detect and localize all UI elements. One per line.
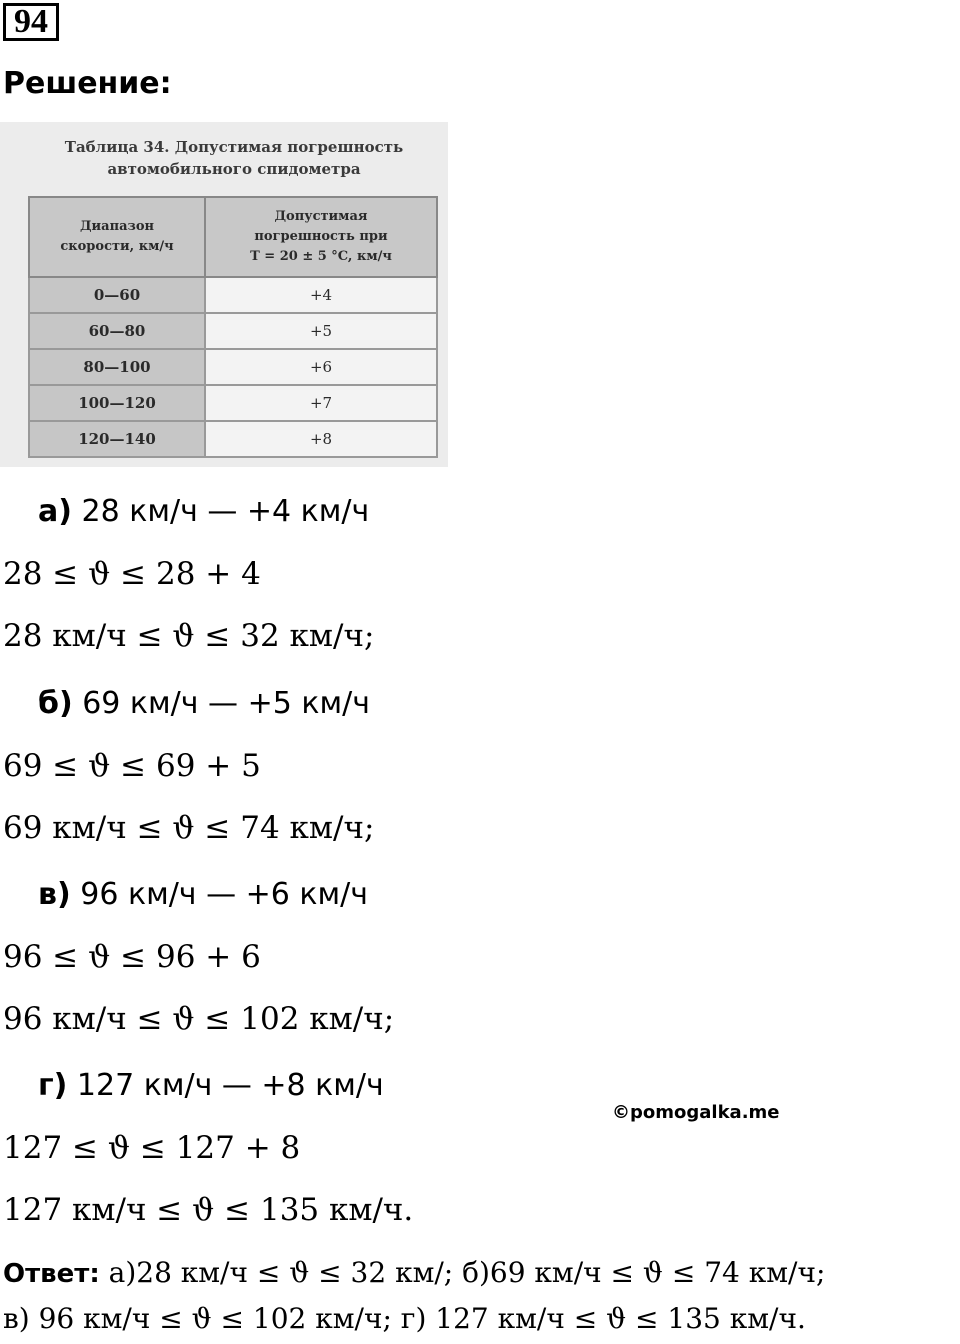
table-caption-line1: Таблица 34. Допустимая погрешность [64, 138, 404, 156]
watermark: ©pomogalka.me [612, 1102, 780, 1123]
tolerance-cell: +4 [205, 277, 437, 313]
table-row [29, 277, 437, 313]
part-g-label: г) [38, 1068, 68, 1103]
part-b-inequality: 69 ≤ ϑ ≤ 69 + 5 [3, 748, 261, 784]
table-row [29, 385, 437, 421]
range-cell: 60—80 [29, 313, 205, 349]
part-v-label: в) [38, 877, 71, 912]
solution-heading: Решение: [3, 66, 172, 101]
range-cell: 0—60 [29, 277, 205, 313]
table-caption [0, 136, 468, 180]
header-tolerance: Допустимая погрешность при T = 20 ± 5 °C, км/ч [205, 197, 437, 277]
part-a-label: а) [38, 494, 72, 529]
tolerance-table [28, 196, 438, 458]
part-b-label: б) [38, 686, 73, 721]
problem-number: 94 [3, 3, 59, 41]
table-row [29, 313, 437, 349]
part-v-inequality: 96 ≤ ϑ ≤ 96 + 6 [3, 939, 261, 975]
part-g-result: 127 км/ч ≤ ϑ ≤ 135 км/ч. [3, 1192, 414, 1228]
part-b-given: б) 69 км/ч — +5 км/ч [38, 686, 370, 721]
part-g-given: г) 127 км/ч — +8 км/ч [38, 1068, 384, 1103]
range-cell: 120—140 [29, 421, 205, 457]
answer-line2: в) 96 км/ч ≤ ϑ ≤ 102 км/ч; г) 127 км/ч ≤ ϑ ≤ 135 км/ч. [3, 1302, 806, 1335]
table-row [29, 349, 437, 385]
part-a-inequality: 28 ≤ ϑ ≤ 28 + 4 [3, 556, 261, 592]
answer-line1: Ответ: а)28 км/ч ≤ ϑ ≤ 32 км/; б)69 км/ч ≤ ϑ ≤ 74 км/ч; [3, 1256, 826, 1289]
part-a-given: а) 28 км/ч — +4 км/ч [38, 494, 370, 529]
range-cell: 80—100 [29, 349, 205, 385]
header-speed-range: Диапазон скорости, км/ч [29, 197, 205, 277]
part-a-result: 28 км/ч ≤ ϑ ≤ 32 км/ч; [3, 618, 375, 654]
table-header-row [29, 197, 437, 277]
part-b-result: 69 км/ч ≤ ϑ ≤ 74 км/ч; [3, 810, 375, 846]
tolerance-cell: +8 [205, 421, 437, 457]
tolerance-cell: +5 [205, 313, 437, 349]
table-row [29, 421, 437, 457]
tolerance-cell: +6 [205, 349, 437, 385]
speedometer-table-image [0, 122, 448, 467]
range-cell: 100—120 [29, 385, 205, 421]
part-g-inequality: 127 ≤ ϑ ≤ 127 + 8 [3, 1130, 301, 1166]
tolerance-cell: +7 [205, 385, 437, 421]
table-caption-line2: автомобильного спидометра [107, 160, 361, 178]
part-v-given: в) 96 км/ч — +6 км/ч [38, 877, 368, 912]
part-v-result: 96 км/ч ≤ ϑ ≤ 102 км/ч; [3, 1001, 395, 1037]
answer-label: Ответ: [3, 1259, 100, 1289]
